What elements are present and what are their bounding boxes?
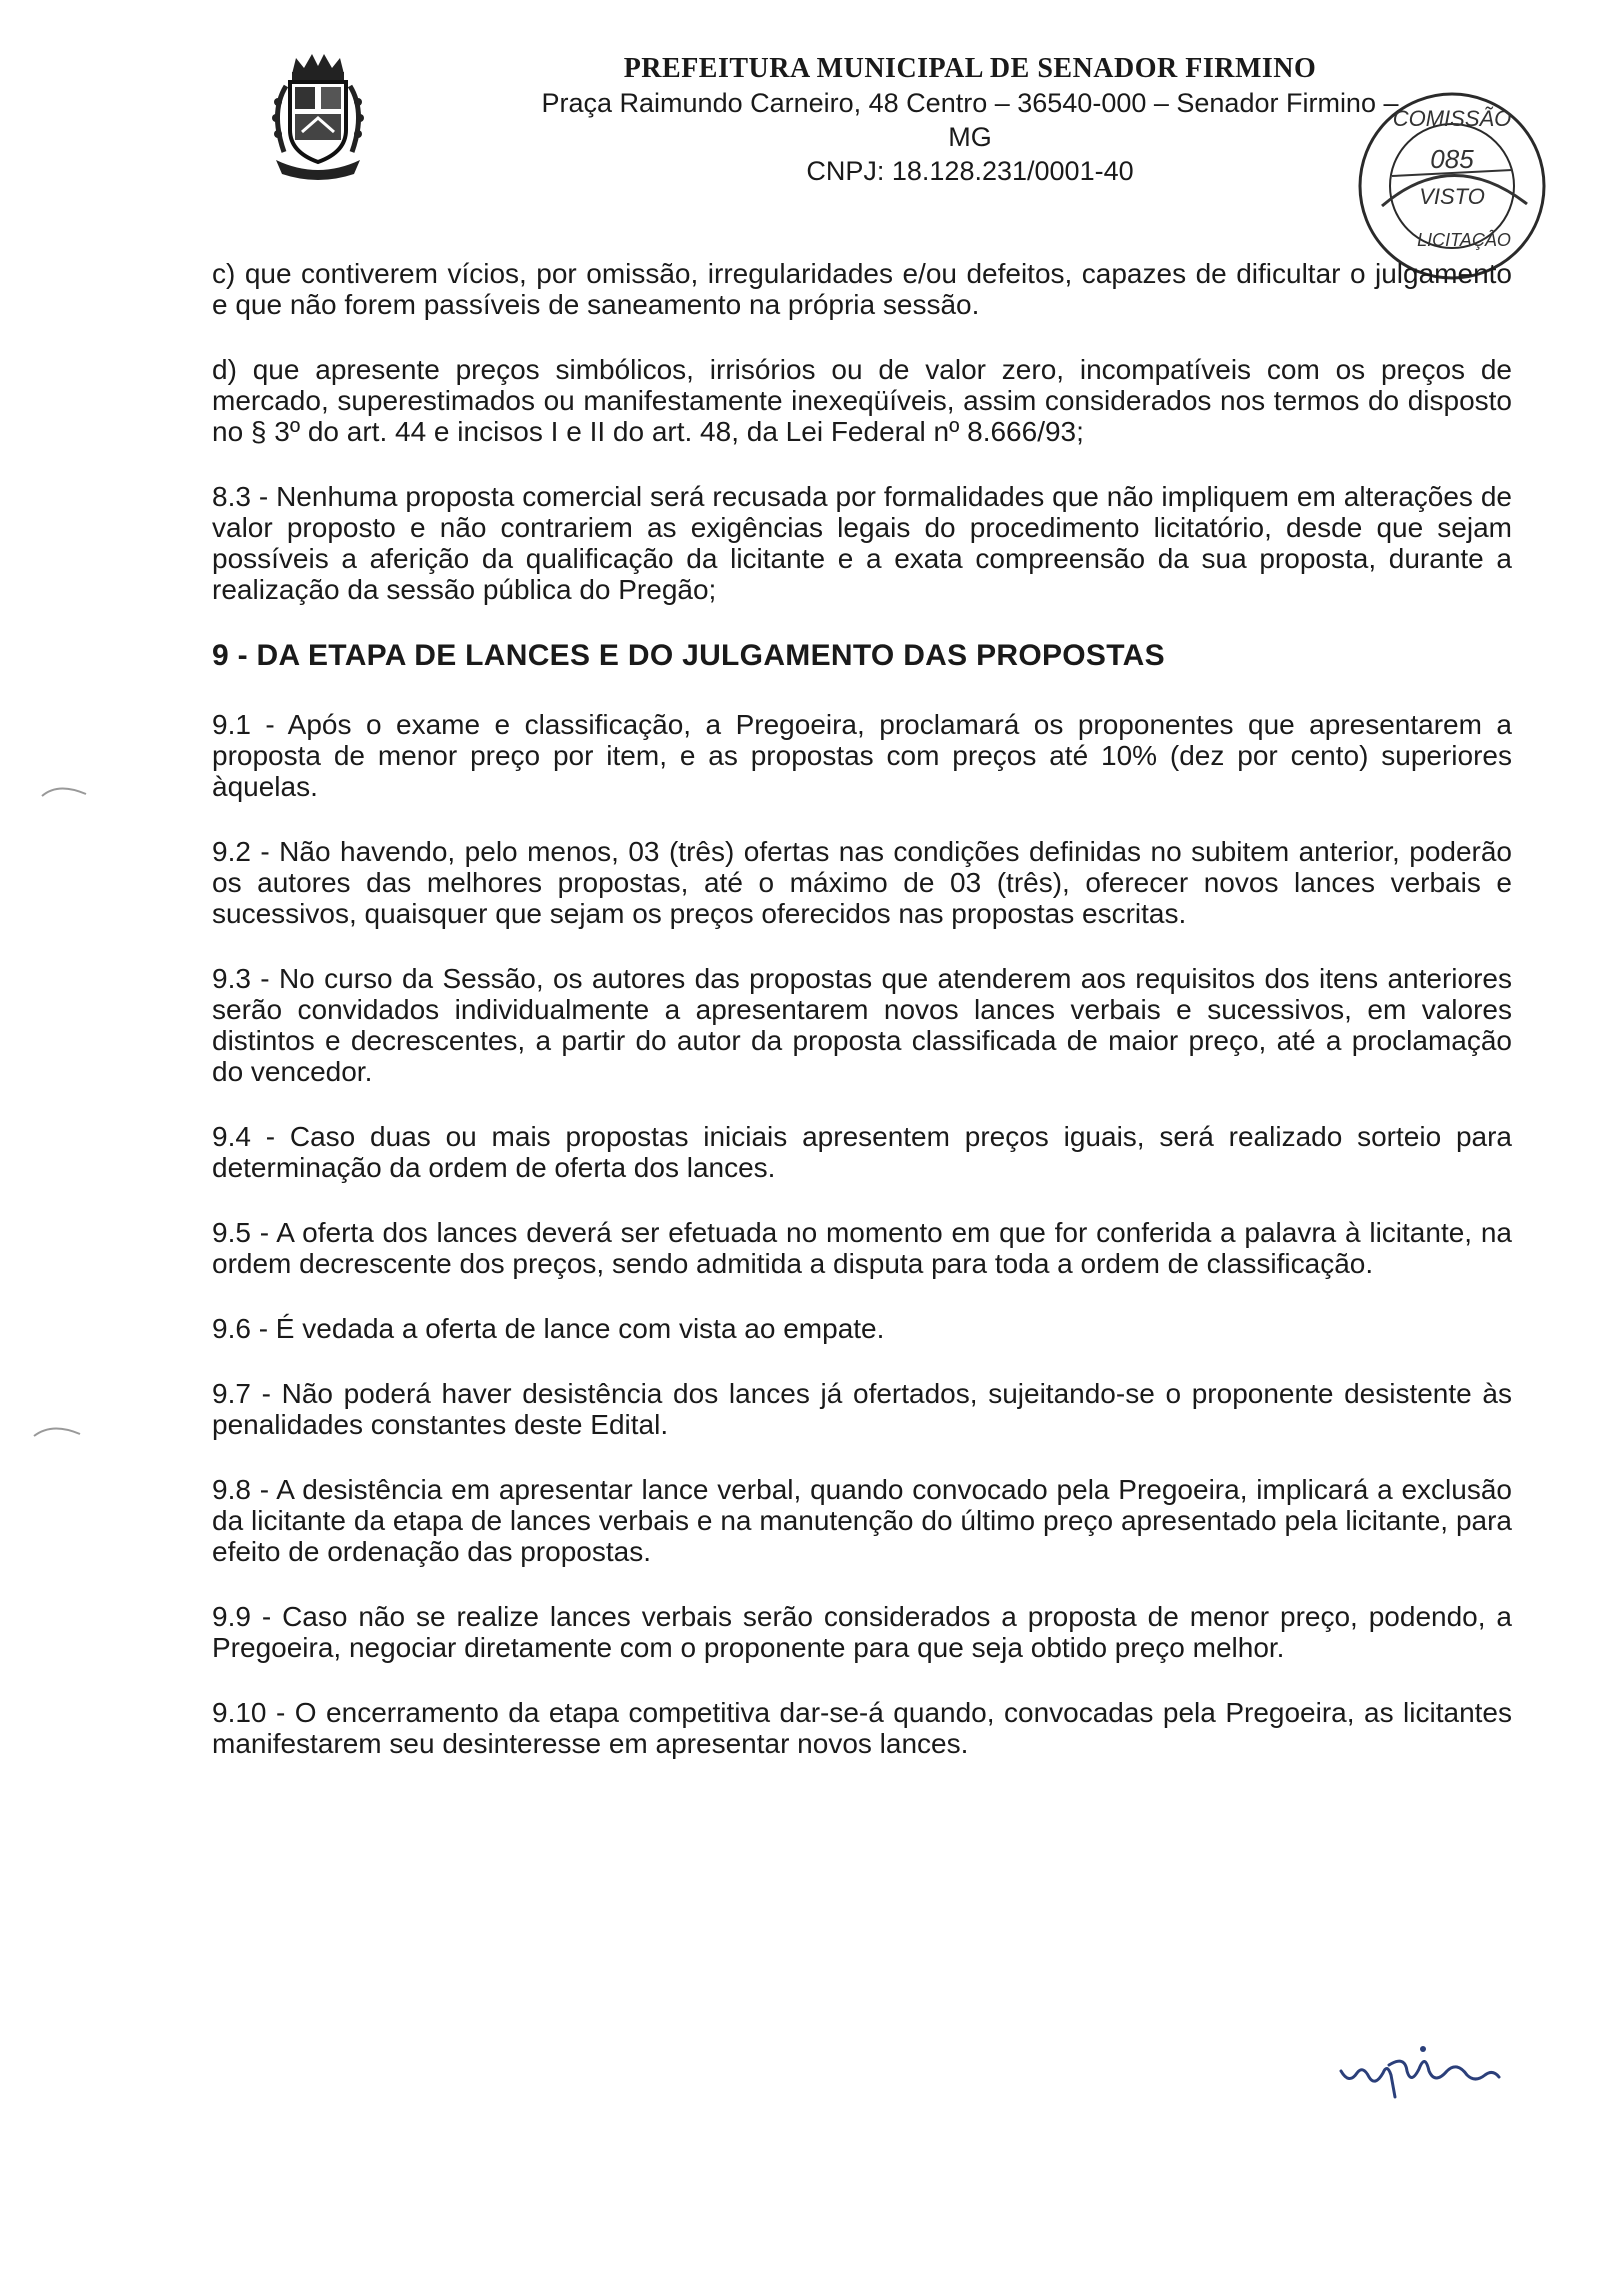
- paragraph-c: c) que contiverem vícios, por omissão, irregularidades e/ou defeitos, capazes de dificultar o julgamento e que não forem passíveis de saneamento na própria sessão.: [212, 258, 1512, 320]
- municipal-crest-icon: [262, 52, 374, 182]
- paragraph-9-8: 9.8 - A desistência em apresentar lance verbal, quando convocado pela Pregoeira, implicará a exclusão da licitante da etapa de lances verbais e na manutenção do último preço apresentado pela licitante, para efeito de ordenação das propostas.: [212, 1474, 1512, 1567]
- commission-stamp-icon: [1352, 86, 1552, 286]
- paragraph-9-7: 9.7 - Não poderá haver desistência dos lances já ofertados, sujeitando-se o proponente desistente às penalidades constantes deste Edital.: [212, 1378, 1512, 1440]
- section-heading-9: 9 - DA ETAPA DE LANCES E DO JULGAMENTO DAS PROPOSTAS: [212, 639, 1165, 672]
- letterhead-title: PREFEITURA MUNICIPAL DE SENADOR FIRMINO: [623, 53, 1317, 84]
- paragraph-8-3: 8.3 - Nenhuma proposta comercial será recusada por formalidades que não impliquem em alterações de valor proposto e não contrariem as exigências legais do procedimento licitatório, desde que sejam possíveis a aferição da qualificação da licitante e a exata compreensão da sua proposta, durante a realização da sessão pública do Pregão;: [212, 481, 1512, 605]
- svg-text:085: 085: [1430, 144, 1474, 174]
- paragraph-9-4: 9.4 - Caso duas ou mais propostas iniciais apresentem preços iguais, será realizado sorteio para determinação da ordem de oferta dos lances.: [212, 1121, 1512, 1183]
- paragraph-9-6: 9.6 - É vedada a oferta de lance com vista ao empate.: [212, 1313, 885, 1344]
- paragraph-9-10: 9.10 - O encerramento da etapa competitiva dar-se-á quando, convocadas pela Pregoeira, as licitantes manifestarem seu desinteresse em apresentar novos lances.: [212, 1697, 1512, 1759]
- svg-text:VISTO: VISTO: [1419, 184, 1485, 209]
- svg-text:LICITAÇÃO: LICITAÇÃO: [1417, 230, 1511, 250]
- paragraph-9-9: 9.9 - Caso não se realize lances verbais serão considerados a proposta de menor preço, podendo, a Pregoeira, negociar diretamente com o proponente para que seja obtido preço melhor.: [212, 1601, 1512, 1663]
- signature-icon: [1335, 2035, 1505, 2105]
- paragraph-9-3: 9.3 - No curso da Sessão, os autores das propostas que atenderem aos requisitos dos itens anteriores serão convidados individualmente a apresentarem novos lances verbais e sucessivos, em valores distintos e decrescentes, a partir do autor da proposta classificada de maior preço, até a proclamação do vencedor.: [212, 963, 1512, 1087]
- svg-text:COMISSÃO: COMISSÃO: [1392, 106, 1512, 131]
- letterhead-cnpj: CNPJ: 18.128.231/0001-40: [806, 156, 1134, 186]
- paragraph-d: d) que apresente preços simbólicos, irrisórios ou de valor zero, incompatíveis com os preços de mercado, superestimados ou manifestamente inexeqüíveis, assim considerados nos termos do disposto no § 3º do art. 44 e incisos I e II do art. 48, da Lei Federal nº 8.666/93;: [212, 354, 1512, 447]
- letterhead: [540, 52, 1400, 188]
- paragraph-9-1: 9.1 - Após o exame e classificação, a Pregoeira, proclamará os proponentes que apresentarem a proposta de menor preço por item, e as propostas com preços até 10% (dez por cento) superiores àquelas.: [212, 709, 1512, 802]
- margin-mark-icon: [30, 1418, 90, 1442]
- letterhead-address: Praça Raimundo Carneiro, 48 Centro – 36540-000 – Senador Firmino – MG: [541, 88, 1399, 152]
- paragraph-9-5: 9.5 - A oferta dos lances deverá ser efetuada no momento em que for conferida a palavra à licitante, na ordem decrescente dos preços, sendo admitida a disputa para toda a ordem de classificação.: [212, 1217, 1512, 1279]
- document-body: [212, 258, 1512, 1793]
- margin-mark-icon: [38, 778, 98, 802]
- paragraph-9-2: 9.2 - Não havendo, pelo menos, 03 (três) ofertas nas condições definidas no subitem anterior, poderão os autores das melhores propostas, até o máximo de 03 (três), oferecer novos lances verbais e sucessivos, quaisquer que sejam os preços oferecidos nas propostas escritas.: [212, 836, 1512, 929]
